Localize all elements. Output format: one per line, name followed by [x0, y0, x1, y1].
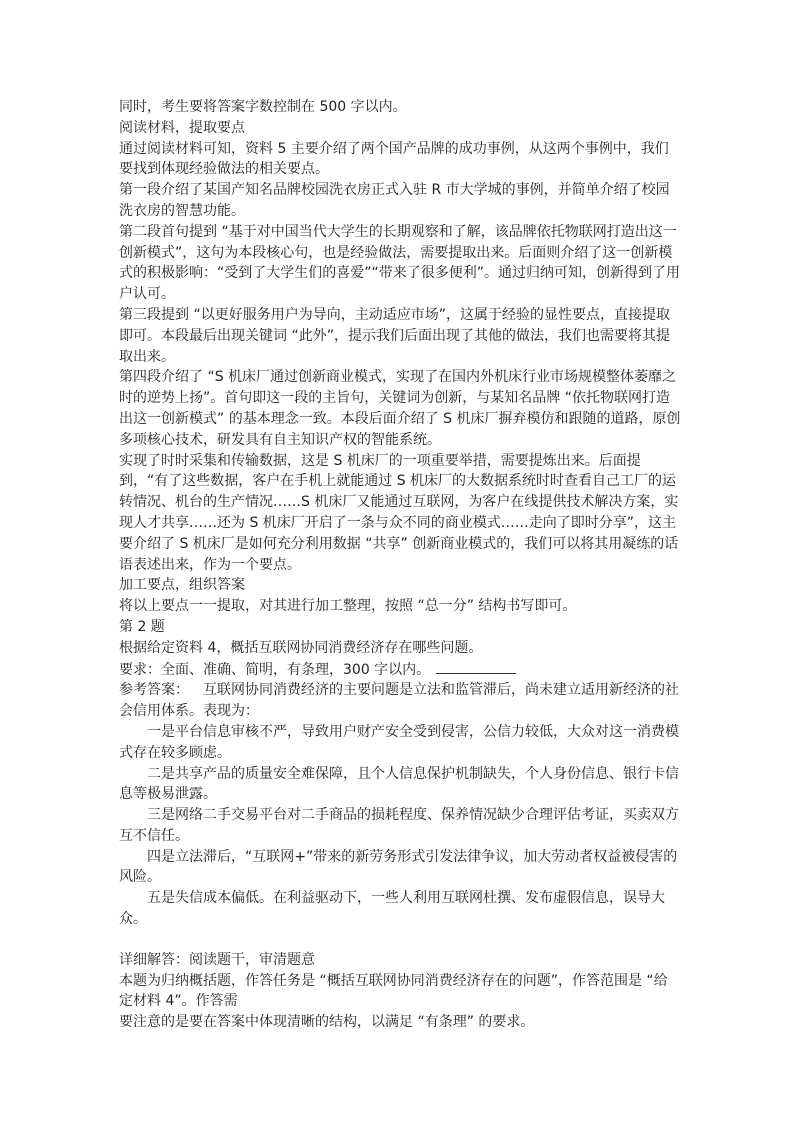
- section-heading: 阅读材料，提取要点: [119, 119, 245, 136]
- answer-intro: 互联网协同消费经济的主要问题是立法和监管滞后，尚未建立适用新经济的社会信用体系。表现为：: [119, 682, 679, 720]
- document-page: [119, 97, 681, 1033]
- requirement-line: [119, 659, 681, 681]
- section-heading: 加工要点，组织答案: [119, 577, 245, 594]
- paragraph: 实现了时时采集和传输数据，这是 S 机床厂的一项重要举措，需要提炼出来。后面提到，“有了这些数据，客户在手机上就能通过 S 机床厂的大数据系统时时查看自己工厂的运转情况、机台的生产情况……S 机床厂又能通过互联网，为客户在线提供技术解决方案，实现人才共享……还为 S 机床厂开启了一条与众不同的商业模式……走向了即时分享”，这主要介绍了 S 机床厂是如何充分利用数据 “共享” 创新商业模式的，我们可以将其用凝练的话语表述出来，作为一个要点。: [119, 452, 679, 573]
- question-number: 第 2 题: [119, 618, 165, 635]
- answer-blank: [436, 659, 516, 674]
- paragraph: 第二段首句提到 “基于对中国当代大学生的长期观察和了解，该品牌依托物联网打造出这一创新模式”，这句为本段核心句，也是经验做法，需要提取出来。后面则介绍了这一创新模式的积极影响：“受到了大学生们的喜爱”“带来了很多便利”。通过归纳可知，创新得到了用户认可。: [119, 223, 681, 303]
- explanation-heading: 详细解答：阅读题干，审清题意: [119, 951, 315, 968]
- paragraph: 通过阅读材料可知，资料 5 主要介绍了两个国产品牌的成功事例，从这两个事例中，我们要找到体现经验做法的相关要点。: [119, 140, 669, 178]
- answer-point: 一是平台信息审核不严，导致用户财产安全受到侵害，公信力较低，大众对这一消费模式存在较多顾虑。: [119, 723, 679, 761]
- requirement-text: 要求：全面、准确、简明，有条理，300 字以内。: [119, 661, 431, 678]
- answer-point: 三是网络二手交易平台对二手商品的损耗程度、保养情况缺少合理评估考证，买卖双方互不信任。: [119, 807, 679, 844]
- explanation-paragraph: 要注意的是要在答案中体现清晰的结构，以满足 “有条理” 的要求。: [119, 1014, 535, 1031]
- question-prompt: 根据给定资料 4，概括互联网协同消费经济存在哪些问题。: [119, 639, 483, 656]
- paragraph: 将以上要点一一提取，对其进行加工整理，按照 “总一分” 结构书写即可。: [119, 598, 577, 615]
- explanation-paragraph: 本题为归纳概括题，作答任务是 “概括互联网协同消费经济存在的问题”，作答范围是 “给定材料 4”。作答需: [119, 972, 668, 1010]
- paragraph: 同时，考生要将答案字数控制在 500 字以内。: [119, 99, 407, 115]
- paragraph: 第一段介绍了某国产知名品牌校园洗衣房正式入驻 R 市大学城的事例，并简单介绍了校园洗衣房的智慧功能。: [119, 182, 670, 219]
- answer-point: 五是失信成本偏低。在利益驱动下，一些人利用互联网杜撰、发布虚假信息，误导大众。: [119, 890, 665, 928]
- answer-point: 二是共享产品的质量安全难保障，且个人信息保护机制缺失，个人身份信息、银行卡信息等极易泄露。: [119, 765, 679, 803]
- spacer: [119, 930, 681, 950]
- paragraph: 第三段提到 “以更好服务用户为导向，主动适应市场”，这属于经验的显性要点，直接提取即可。本段最后出现关键词 “此外”，提示我们后面出现了其他的做法，我们也需要将其提取出来。: [119, 306, 670, 365]
- answer-point: 四是立法滞后，“互联网+”带来的新劳务形式引发法律争议，加大劳动者权益被侵害的风险。: [119, 848, 678, 886]
- answer-label: 参考答案：: [119, 682, 189, 699]
- answer-intro-paragraph: [119, 680, 681, 722]
- paragraph: 第四段介绍了 “S 机床厂通过创新商业模式，实现了在国内外机床行业市场规模整体萎靡之时的逆势上扬”。首句即这一段的主旨句，关键词为创新，与某知名品牌 “依托物联网打造出这一创新模式” 的基本理念一致。本段后面介绍了 S 机床厂摒弃模仿和跟随的道路，原创多项核心技术，研发具有自主知识产权的智能系统。: [119, 369, 681, 448]
